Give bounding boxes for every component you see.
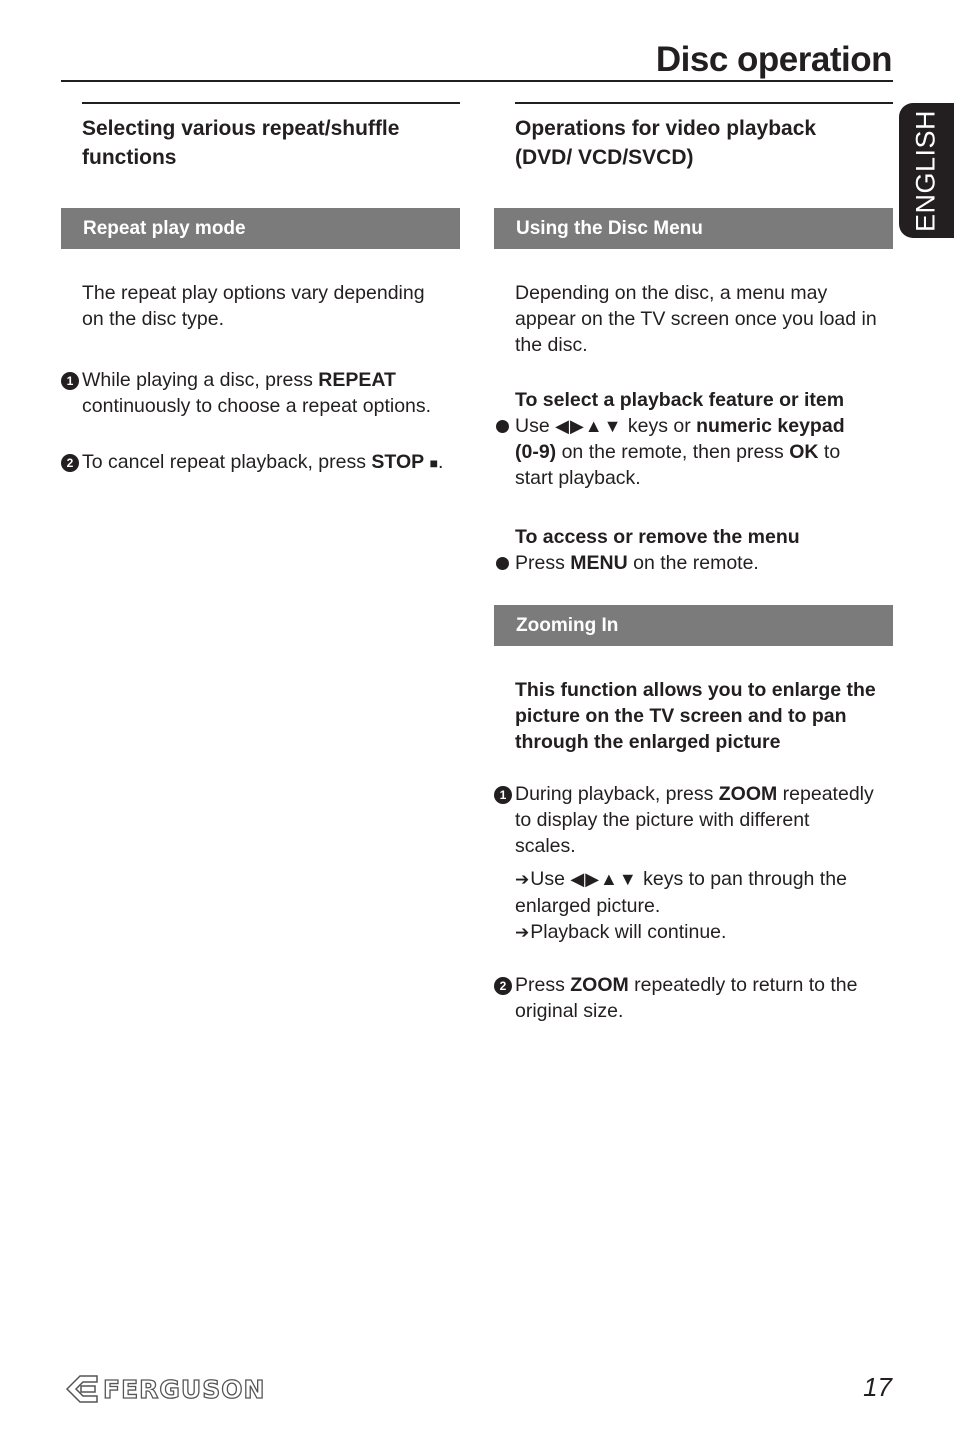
section-rule bbox=[515, 102, 893, 104]
remote-text: on the remote. bbox=[627, 552, 759, 574]
step-text: repeatedly bbox=[777, 783, 874, 805]
text-line: to display the picture with different bbox=[515, 809, 810, 831]
text-line: The repeat play options vary depending bbox=[82, 282, 425, 304]
step-text: repeatedly to return to the bbox=[628, 974, 858, 996]
bullet-icon bbox=[496, 420, 509, 433]
page-number: 17 bbox=[863, 1372, 892, 1402]
step-text-end: . bbox=[438, 451, 444, 473]
step-text: To cancel repeat playback, press bbox=[82, 451, 372, 473]
zoom-key-label: ZOOM bbox=[570, 974, 629, 996]
text-line bbox=[515, 413, 893, 439]
arrow-keys-icon: ◀▶▲▼ bbox=[555, 416, 623, 436]
step-number-2-icon: 2 bbox=[61, 454, 79, 472]
zoom-key-label: ZOOM bbox=[718, 783, 778, 805]
stop-key-label: STOP bbox=[371, 451, 425, 473]
title-line: Selecting various repeat/shuffle bbox=[82, 117, 400, 140]
select-bullet bbox=[494, 413, 893, 491]
text-line: enlarged picture. bbox=[515, 895, 661, 917]
repeat-key-label: REPEAT bbox=[318, 369, 396, 391]
repeat-step-2 bbox=[61, 449, 460, 476]
menu-key-label: MENU bbox=[570, 552, 628, 574]
title-line: functions bbox=[82, 146, 177, 169]
text-line bbox=[82, 449, 460, 476]
bullet-icon bbox=[496, 557, 509, 570]
repeat-step-1 bbox=[61, 367, 460, 419]
press-text: Press bbox=[515, 552, 571, 574]
text-line bbox=[515, 919, 893, 946]
language-tab bbox=[899, 103, 954, 238]
brand-logo bbox=[65, 1372, 265, 1406]
text-line: the disc. bbox=[515, 334, 588, 356]
text-line: To select a playback feature or item bbox=[515, 389, 845, 411]
step-number-1-icon: 1 bbox=[494, 786, 512, 804]
title-line: Operations for video playback bbox=[515, 117, 817, 140]
logo-wordmark: FERGUSON bbox=[103, 1374, 266, 1404]
text-line bbox=[515, 866, 893, 893]
text-line: Depending on the disc, a menu may bbox=[515, 282, 828, 304]
keys-or-text: keys or bbox=[622, 415, 697, 437]
text-line: original size. bbox=[515, 1000, 624, 1022]
step-number-2-icon: 2 bbox=[494, 977, 512, 995]
keypad-range-label: (0-9) bbox=[515, 441, 557, 463]
right-column bbox=[494, 102, 893, 1024]
text-line: picture on the TV screen and to pan bbox=[515, 705, 847, 727]
zoom-step-1 bbox=[494, 781, 893, 946]
playback-continue-text: Playback will continue. bbox=[530, 921, 727, 943]
pan-text: keys to pan through the bbox=[637, 868, 847, 890]
text-line: scales. bbox=[515, 835, 576, 857]
text-line bbox=[515, 550, 893, 576]
text-line: continuously to choose a repeat options. bbox=[82, 395, 432, 417]
subsection-bar-zooming-in: Zooming In bbox=[494, 605, 893, 646]
text-line: appear on the TV screen once you load in bbox=[515, 308, 877, 330]
title-rule bbox=[61, 80, 893, 82]
left-column bbox=[61, 102, 460, 476]
access-heading bbox=[494, 524, 893, 550]
zoom-step-2 bbox=[494, 972, 893, 1024]
arrow-right-icon: ➔ bbox=[515, 870, 530, 889]
select-heading bbox=[494, 387, 893, 413]
remote-text: on the remote, then press bbox=[556, 441, 790, 463]
text-line bbox=[82, 367, 460, 393]
numeric-keypad-label: numeric keypad bbox=[696, 415, 845, 437]
repeat-intro bbox=[61, 280, 460, 332]
ok-key-label: OK bbox=[789, 441, 819, 463]
arrow-keys-icon: ◀▶▲▼ bbox=[570, 869, 638, 889]
use-text: Use bbox=[530, 868, 571, 890]
text-line: To access or remove the menu bbox=[515, 526, 800, 548]
step-number-1-icon: 1 bbox=[61, 372, 79, 390]
text-line bbox=[515, 972, 893, 998]
disc-menu-intro bbox=[494, 280, 893, 358]
section-title-repeat-shuffle bbox=[82, 114, 460, 172]
text-line: on the disc type. bbox=[82, 308, 225, 330]
step-text: During playback, press bbox=[515, 783, 719, 805]
text-line: This function allows you to enlarge the bbox=[515, 679, 876, 701]
stop-square-icon: ■ bbox=[429, 455, 439, 471]
page-title: Disc operation bbox=[655, 40, 892, 79]
to-text: to bbox=[818, 441, 841, 463]
language-tab-label: ENGLISH bbox=[910, 109, 941, 233]
text-line: through the enlarged picture bbox=[515, 731, 781, 753]
title-line: (DVD/ VCD/SVCD) bbox=[515, 146, 694, 169]
step-text: Press bbox=[515, 974, 571, 996]
subsection-bar-repeat-play-mode: Repeat play mode bbox=[61, 208, 460, 249]
section-title-video-playback bbox=[515, 114, 893, 172]
text-line bbox=[515, 439, 893, 465]
text-line: start playback. bbox=[515, 467, 641, 489]
text-line bbox=[515, 781, 893, 807]
ferguson-logo-icon bbox=[65, 1374, 99, 1404]
subsection-bar-disc-menu: Using the Disc Menu bbox=[494, 208, 893, 249]
zoom-intro bbox=[494, 677, 893, 755]
access-bullet bbox=[494, 550, 893, 576]
arrow-right-icon: ➔ bbox=[515, 923, 530, 942]
use-text: Use bbox=[515, 415, 556, 437]
section-rule bbox=[82, 102, 460, 104]
step-text: While playing a disc, press bbox=[82, 369, 319, 391]
